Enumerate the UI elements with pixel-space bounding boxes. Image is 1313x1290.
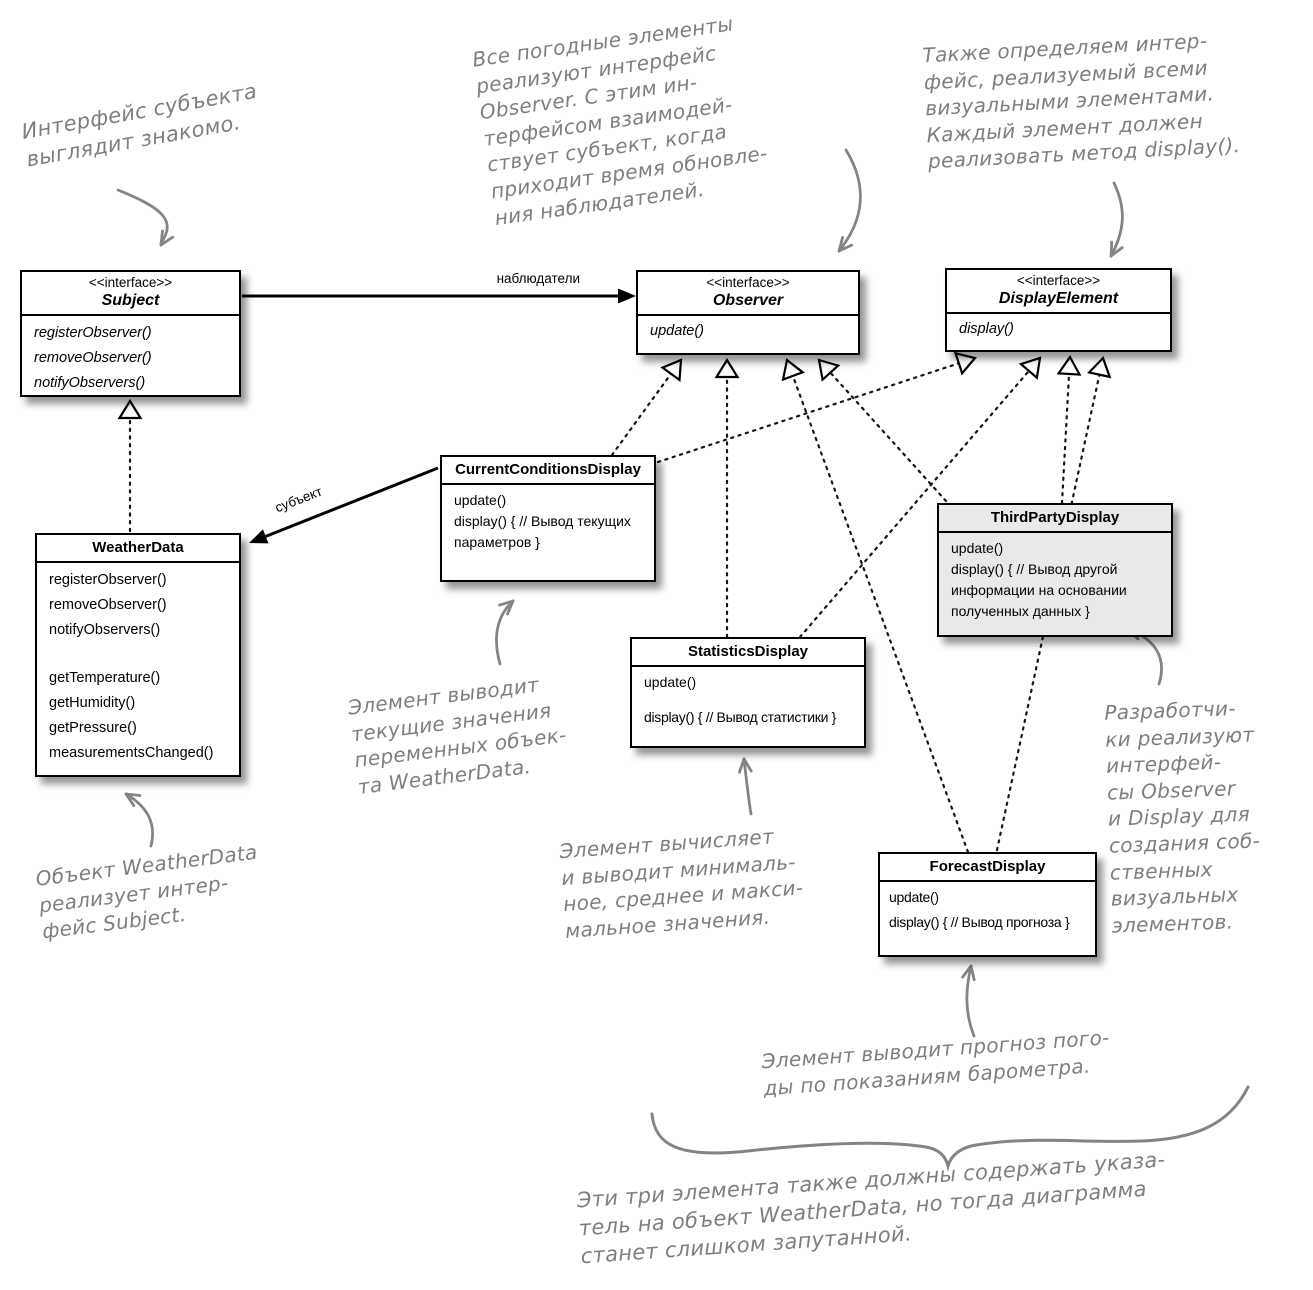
- realizes-thirdparty-observer: [830, 373, 946, 501]
- class-box-display-element: [945, 268, 1172, 352]
- realizes-ccd-observer: [612, 374, 671, 455]
- method: removeObserver(): [49, 597, 167, 613]
- class-box-forecast: [878, 852, 1097, 957]
- annotation-forecast: Элемент выводит прогноз пого- ды по показаниям барометра.: [760, 1025, 1111, 1100]
- annotation-display-interface: Также определяем интер- фейс, реализуемый всеми визуальными элементами. Каждый элемент должен реализовать метод display().: [921, 28, 1241, 174]
- class-methods: [880, 882, 1095, 937]
- method: display() { // Вывод текущих параметров }: [454, 513, 631, 550]
- method-group-gap: [49, 643, 235, 666]
- class-box-subject: [20, 270, 241, 397]
- realizes-ccd-observer-triangle: [663, 360, 681, 380]
- class-box-third-party: [937, 503, 1173, 637]
- class-name-display-element: DisplayElement: [998, 290, 1119, 307]
- method: getPressure(): [49, 720, 137, 736]
- class-methods: [632, 667, 864, 732]
- annotation-arrow-subject: [118, 190, 167, 243]
- annotation-arrow-observer: [839, 150, 860, 251]
- class-name-forecast: ForecastDisplay: [929, 858, 1046, 875]
- class-header: [632, 639, 864, 667]
- stereotype-label: <<interface>>: [1016, 273, 1101, 288]
- method: update(): [889, 889, 939, 905]
- class-name-third-party: ThirdPartyDisplay: [990, 509, 1120, 526]
- realizes-thirdparty-observer-triangle: [819, 360, 838, 380]
- method: update(): [454, 492, 507, 508]
- annotation-arrow-statistics-head: [739, 759, 744, 772]
- stereotype-label: <<interface>>: [88, 275, 173, 290]
- class-header: [947, 270, 1170, 314]
- class-header: [37, 535, 239, 563]
- realizes-thirdparty-displayelement: [1062, 374, 1069, 503]
- method: display() { // Вывод статистики }: [644, 709, 837, 725]
- class-methods: [37, 563, 239, 770]
- method: getTemperature(): [49, 670, 161, 686]
- class-header: [638, 272, 858, 316]
- class-methods: [22, 316, 239, 400]
- class-name-statistics: StatisticsDisplay: [687, 643, 809, 660]
- class-header: [442, 457, 654, 485]
- class-header: [939, 505, 1171, 533]
- class-name-subject: Subject: [101, 292, 160, 309]
- realizes-statistics-observer-triangle: [717, 360, 738, 377]
- annotation-weather-data: Объект WeatherData реализует интер- фейс Subject.: [34, 839, 259, 944]
- method: update(): [644, 674, 697, 690]
- method: display(): [959, 321, 1014, 337]
- method: removeObserver(): [34, 350, 152, 366]
- association-label-observers: наблюдатели: [496, 271, 580, 286]
- realizes-thirdparty-displayelement-triangle: [1059, 357, 1080, 375]
- class-box-statistics: [630, 637, 866, 748]
- class-name-weather-data: WeatherData: [92, 539, 184, 556]
- annotation-current-conditions: Элемент выводит текущие значения переменных объек- та WeatherData.: [346, 672, 568, 799]
- method: measurementsChanged(): [49, 745, 214, 761]
- class-methods: [442, 485, 654, 557]
- annotation-third-party: Разработчи- ки реализуют интерфей- сы Observer и Display для создания соб- ственных визуальных элементов.: [1103, 696, 1261, 938]
- class-box-current-conditions: [440, 455, 656, 582]
- method: display() { // Вывод другой информации на основании полученных данных }: [951, 561, 1127, 619]
- method: update(): [650, 323, 705, 339]
- annotation-observer-interface: Все погодные элементы реализуют интерфейс Observer. С этим ин- терфейсом взаимодей- ствует субъект, когда приходит время обновле- ния наблюдателей.: [470, 11, 769, 230]
- realizes-ccd-displayelement: [658, 363, 959, 462]
- realizes-statistics-displayelement-triangle: [1021, 358, 1040, 378]
- realizes-weatherdata-subject-triangle: [120, 401, 141, 418]
- class-header: [22, 272, 239, 316]
- method: update(): [951, 540, 1004, 556]
- method: notifyObservers(): [34, 375, 146, 391]
- method: display() { // Вывод прогноза }: [889, 914, 1070, 930]
- annotation-statistics: Элемент вычисляет и выводит минималь- ное, среднее и макси- мальное значения.: [558, 824, 805, 943]
- method: notifyObservers(): [49, 622, 161, 638]
- association-ccd-to-weatherdata-arrowhead: [249, 529, 268, 543]
- annotation-pointer-note: Эти три элемента также должны содержать указа- тель на объект WeatherData, но тогда диаграмма станет слишком запутанной.: [576, 1147, 1167, 1269]
- method: registerObserver(): [34, 325, 152, 341]
- annotation-arrow-thirdparty: [1128, 629, 1162, 684]
- annotation-subject-interface: Интерфейс субъекта выглядит знакомо.: [19, 78, 259, 172]
- stereotype-label: <<interface>>: [706, 275, 790, 290]
- class-box-observer: [636, 270, 860, 355]
- class-methods: [947, 314, 1170, 344]
- annotation-arrow-forecast-head: [971, 966, 974, 980]
- realizes-ccd-displayelement-triangle: [956, 353, 975, 373]
- class-name-current-conditions: CurrentConditionsDisplay: [455, 461, 641, 478]
- realizes-forecast-displayelement-triangle: [1089, 358, 1110, 377]
- class-methods: [939, 533, 1171, 626]
- realizes-forecast-observer-triangle: [783, 360, 803, 380]
- association-subject-to-observer-arrowhead: [618, 289, 636, 304]
- association-label-subject: субъект: [272, 483, 325, 516]
- class-header: [880, 854, 1095, 882]
- annotation-arrow-ccd: [496, 601, 513, 664]
- class-methods: [638, 316, 858, 346]
- class-name-observer: Observer: [712, 292, 784, 309]
- method: getHumidity(): [49, 695, 136, 711]
- method: registerObserver(): [49, 572, 167, 588]
- class-box-weather-data: [35, 533, 241, 777]
